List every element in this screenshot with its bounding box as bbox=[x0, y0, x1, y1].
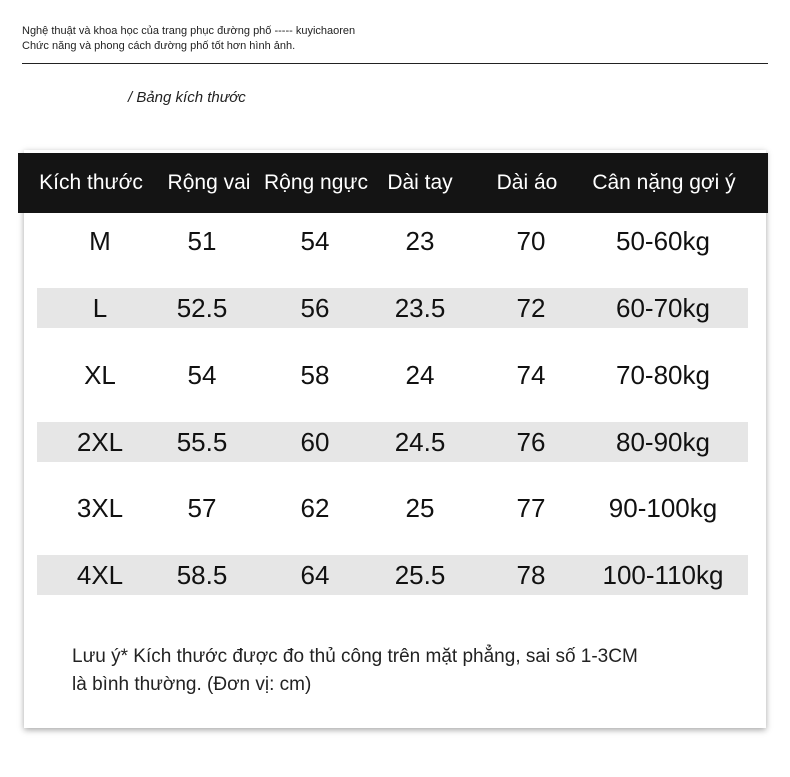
cell-length: 70 bbox=[516, 226, 546, 256]
cell-size: 4XL bbox=[76, 560, 124, 590]
table-header bbox=[18, 153, 768, 213]
cell-weight: 60-70kg bbox=[616, 293, 710, 323]
cell-size: L bbox=[92, 293, 108, 323]
cell-weight: 80-90kg bbox=[616, 427, 710, 457]
column-header-length: Dài áo bbox=[496, 171, 558, 194]
header-divider bbox=[22, 63, 768, 64]
cell-size: M bbox=[89, 226, 111, 256]
cell-shoulder: 54 bbox=[187, 360, 217, 390]
cell-chest: 64 bbox=[300, 560, 330, 590]
header-line-2: Chức năng và phong cách đường phố tốt hơn hình ảnh. bbox=[22, 40, 296, 52]
cell-weight: 70-80kg bbox=[616, 360, 710, 390]
table-row bbox=[37, 555, 748, 595]
cell-weight: 50-60kg bbox=[616, 226, 710, 256]
table-row bbox=[37, 422, 748, 462]
cell-chest: 58 bbox=[300, 360, 330, 390]
cell-length: 72 bbox=[516, 293, 546, 323]
column-header-weight: Cân nặng gợi ý bbox=[592, 171, 736, 194]
section-title: / Bảng kích thước bbox=[128, 89, 246, 106]
note-line-2: là bình thường. (Đơn vị: cm) bbox=[72, 674, 312, 695]
column-header-sleeve: Dài tay bbox=[387, 171, 453, 194]
cell-weight: 100-110kg bbox=[602, 560, 724, 590]
cell-length: 74 bbox=[516, 360, 546, 390]
cell-chest: 62 bbox=[300, 493, 330, 523]
cell-weight: 90-100kg bbox=[608, 493, 718, 523]
cell-chest: 56 bbox=[300, 293, 330, 323]
cell-size: XL bbox=[84, 360, 116, 390]
cell-sleeve: 24 bbox=[405, 360, 435, 390]
cell-sleeve: 25 bbox=[405, 493, 435, 523]
column-header-shoulder: Rộng vai bbox=[167, 171, 251, 194]
cell-shoulder: 57 bbox=[187, 493, 217, 523]
cell-sleeve: 23 bbox=[405, 226, 435, 256]
cell-size: 3XL bbox=[76, 493, 124, 523]
cell-chest: 54 bbox=[300, 226, 330, 256]
cell-chest: 60 bbox=[300, 427, 330, 457]
table-row bbox=[37, 355, 748, 395]
cell-sleeve: 23.5 bbox=[394, 293, 446, 323]
header-text bbox=[22, 24, 355, 54]
cell-sleeve: 25.5 bbox=[394, 560, 446, 590]
cell-size: 2XL bbox=[76, 427, 124, 457]
header-line-1: Nghệ thuật và khoa học của trang phục đường phố ----- kuyichaoren bbox=[22, 25, 356, 37]
cell-shoulder: 58.5 bbox=[176, 560, 228, 590]
cell-shoulder: 52.5 bbox=[176, 293, 228, 323]
note-line-1: Lưu ý* Kích thước được đo thủ công trên mặt phẳng, sai số 1-3CM bbox=[72, 646, 638, 667]
table-row bbox=[37, 488, 748, 528]
cell-length: 78 bbox=[516, 560, 546, 590]
size-chart-card bbox=[24, 150, 766, 728]
cell-sleeve: 24.5 bbox=[394, 427, 446, 457]
cell-shoulder: 55.5 bbox=[176, 427, 228, 457]
cell-shoulder: 51 bbox=[187, 226, 217, 256]
table-row bbox=[37, 221, 748, 261]
cell-length: 77 bbox=[516, 493, 546, 523]
cell-length: 76 bbox=[516, 427, 546, 457]
column-header-size: Kích thước bbox=[39, 171, 143, 194]
column-header-chest: Rộng ngực bbox=[264, 171, 368, 194]
table-row bbox=[37, 288, 748, 328]
measurement-note bbox=[72, 643, 638, 699]
